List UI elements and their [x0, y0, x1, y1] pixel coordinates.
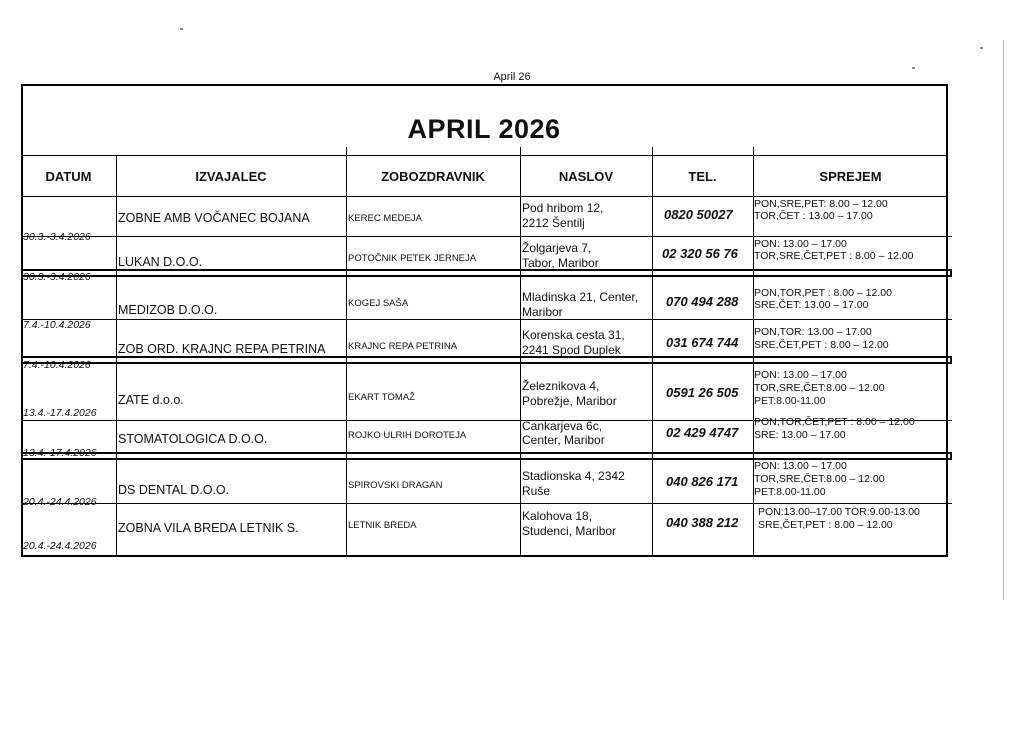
table-cell-provider: ZOB ORD. KRAJNC REPA PETRINA — [118, 342, 326, 356]
table-cell-hours-line2: TOR,SRE,ČET:8.00 – 12.00 — [754, 473, 885, 485]
table-cell-hours-line1: PON:13.00–17.00 TOR:9.00-13.00 — [758, 506, 920, 518]
scan-speck — [912, 67, 915, 69]
document-title: APRIL 2026 — [407, 114, 561, 144]
table-cell-provider: ZOBNE AMB VOČANEC BOJANA — [118, 211, 310, 225]
table-cell-address-line2: 2241 Spod Duplek — [522, 343, 621, 357]
table-cell-provider: MEDIZOB D.O.O. — [118, 303, 218, 317]
table-cell-date: 20.4.-24.4.2026 — [23, 496, 97, 508]
table-cell-date: 7.4.-10.4.2026 — [23, 319, 91, 331]
table-cell-hours-line3: PET:8.00-11.00 — [754, 486, 826, 498]
table-cell-phone: 031 674 744 — [666, 335, 739, 350]
table-cell-address-line1: Korenska cesta 31, — [522, 328, 625, 342]
week-separator — [21, 269, 952, 277]
column-header-datum: DATUM — [45, 168, 92, 184]
column-header-naslov: NASLOV — [558, 168, 614, 184]
scan-speck — [180, 28, 183, 30]
table-cell-phone: 040 826 171 — [666, 474, 739, 489]
page-header: April 26 — [493, 71, 531, 83]
table-cell-hours-line1: PON: 13.00 – 17.00 — [754, 460, 847, 472]
column-divider — [652, 147, 653, 555]
table-cell-dentist: SPIROVSKI DRAGAN — [348, 480, 443, 491]
table-cell-provider: ZOBNA VILA BREDA LETNIK S. — [118, 521, 299, 535]
table-cell-dentist: EKART TOMAŽ — [348, 392, 415, 403]
table-cell-date: 7.4.-10.4.2026 — [23, 359, 91, 371]
row-divider — [21, 236, 952, 237]
table-cell-hours-line3: PET:8.00-11.00 — [754, 395, 826, 407]
table-cell-address-line1: Žolgarjeva 7, — [522, 241, 592, 255]
table-cell-address-line2: Studenci, Maribor — [522, 524, 617, 538]
table-cell-address-line1: Kalohova 18, — [522, 509, 593, 523]
table-cell-hours-line1: PON,TOR,ČET,PET : 8.00 – 12.00 — [754, 416, 915, 428]
column-divider — [116, 155, 117, 555]
table-cell-address-line2: Tabor, Maribor — [522, 256, 599, 270]
table-cell-provider: LUKAN D.O.O. — [118, 255, 203, 269]
scan-speck — [980, 47, 983, 49]
table-cell-hours-line1: PON: 13.00 – 17.00 — [754, 238, 847, 250]
row-divider — [21, 555, 948, 556]
table-cell-date: 13.4.-17.4.2026 — [23, 447, 97, 459]
table-cell-dentist: KEREC MEDEJA — [348, 213, 422, 224]
table-cell-provider: DS DENTAL D.O.O. — [118, 483, 230, 497]
table-cell-date: 20.4.-24.4.2026 — [23, 540, 97, 552]
table-cell-hours-line2: SRE: 13.00 – 17.00 — [754, 429, 846, 441]
table-cell-address-line2: Ruše — [522, 484, 551, 498]
table-cell-address-line1: Cankarjeva 6c, — [522, 419, 603, 433]
week-separator — [21, 452, 952, 460]
table-cell-dentist: ROJKO ULRIH DOROTEJA — [348, 430, 467, 441]
column-header-izvajalec: IZVAJALEC — [195, 168, 267, 184]
table-cell-address-line2: Pobrežje, Maribor — [522, 394, 617, 408]
table-cell-hours-line2: TOR,SRE,ČET,PET : 8.00 – 12.00 — [754, 250, 914, 262]
table-cell-dentist: LETNIK BREDA — [348, 520, 417, 531]
table-cell-hours-line1: PON,SRE,PET: 8.00 – 12.00 — [754, 198, 888, 210]
table-cell-address-line1: Mladinska 21, Center, — [522, 290, 639, 304]
table-cell-date: 13.4.-17.4.2026 — [23, 407, 97, 419]
column-header-zobozdravnik: ZOBOZDRAVNIK — [381, 168, 485, 184]
table-cell-phone: 040 388 212 — [666, 515, 739, 530]
table-cell-address-line2: Maribor — [522, 305, 563, 319]
table-cell-hours-line2: TOR,SRE,ČET:8.00 – 12.00 — [754, 382, 885, 394]
table-cell-dentist: KRAJNC REPA PETRINA — [348, 341, 458, 352]
scan-edge-line — [1003, 40, 1004, 600]
table-cell-dentist: KOGEJ SAŠA — [348, 298, 409, 309]
table-cell-hours-line1: PON,TOR,PET : 8.00 – 12.00 — [754, 287, 892, 299]
table-cell-hours-line2: SRE,ČET,PET : 8.00 – 12.00 — [758, 519, 893, 531]
table-cell-phone: 02 429 4747 — [666, 425, 739, 440]
table-cell-phone: 0820 50027 — [664, 207, 733, 222]
table-cell-phone: 0591 26 505 — [666, 385, 739, 400]
column-divider — [346, 147, 347, 555]
header-divider — [21, 196, 948, 197]
column-header-sprejem: SPREJEM — [819, 168, 882, 184]
table-cell-date: 30.3.-3.4.2026 — [23, 271, 91, 283]
column-header-tel: TEL. — [688, 168, 717, 184]
table-cell-address-line1: Stadionska 4, 2342 — [522, 469, 625, 483]
table-cell-hours-line1: PON: 13.00 – 17.00 — [754, 369, 847, 381]
table-cell-hours-line1: PON,TOR: 13.00 – 17.00 — [754, 326, 872, 338]
table-cell-address-line1: Železnikova 4, — [522, 379, 600, 393]
week-separator — [21, 356, 952, 364]
table-cell-hours-line2: TOR,ČET : 13.00 – 17.00 — [754, 210, 873, 222]
table-cell-address-line1: Pod hribom 12, — [522, 201, 604, 215]
table-cell-address-line2: Center, Maribor — [522, 433, 605, 447]
table-cell-provider: ZATE d.o.o. — [118, 393, 184, 407]
table-cell-address-line2: 2212 Šentilj — [522, 216, 585, 230]
table-cell-hours-line2: SRE,ČET: 13.00 – 17.00 — [754, 299, 869, 311]
row-divider — [21, 503, 952, 504]
column-divider — [520, 147, 521, 555]
row-divider — [21, 319, 952, 320]
table-cell-dentist: POTOČNIK PETEK JERNEJA — [348, 253, 477, 264]
table-cell-phone: 070 494 288 — [666, 294, 739, 309]
table-cell-phone: 02 320 56 76 — [662, 246, 738, 261]
table-cell-hours-line2: SRE,ČET,PET : 8.00 – 12.00 — [754, 339, 889, 351]
table-cell-provider: STOMATOLOGICA D.O.O. — [118, 432, 268, 446]
table-cell-date: 30.3.-3.4.2026 — [23, 231, 91, 243]
